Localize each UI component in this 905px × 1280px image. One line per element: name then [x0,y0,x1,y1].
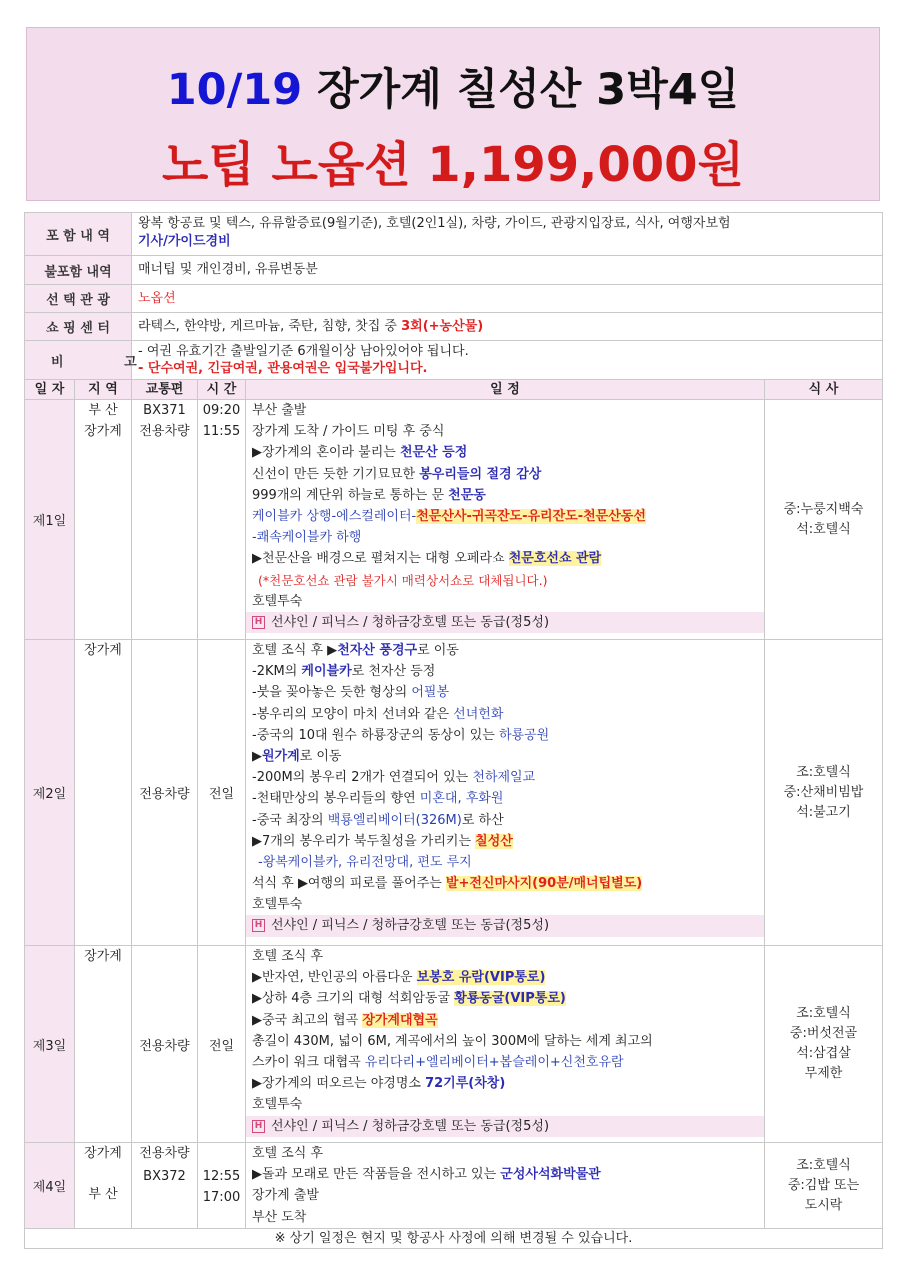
schedule-text: ▶장가계의 떠오르는 야경명소 [252,1076,426,1092]
schedule-line [252,831,764,852]
schedule-highlight: 황룡동굴(VIP통로) [454,991,566,1007]
time: 11:55 [202,424,241,439]
itinerary-table [24,212,883,1249]
schedule-line: 장가계 도착 / 가이드 미팅 후 중식 [252,424,445,440]
schedule-line [252,640,764,661]
schedule-text: 로 천자산 등정 [351,664,436,680]
schedule-highlight: 칠성산 [475,833,513,849]
note-value [132,341,883,380]
header-time: 시 간 [198,380,246,400]
schedule-text: 로 이동 [299,748,342,764]
day-label: 제3일 [25,946,75,1143]
schedule-text: -200M의 봉우리 2개가 연결되어 있는 [252,770,473,786]
schedule-cell [246,400,765,640]
schedule-line [252,967,764,988]
schedule-text: 신선이 만든 듯한 기기묘묘한 [252,466,420,482]
day-row-1 [25,400,883,640]
schedule-highlight: 천문산 등정 [399,445,468,461]
note-text-1: - 여권 유효기간 출발일기준 6개월이상 남아있어야 됩니다. [138,344,469,359]
note-label: 비 고 [25,341,132,380]
included-label: 포 함 내 역 [25,213,132,256]
schedule-highlight: 72기루(차창) [425,1076,506,1092]
transport-cell [132,400,198,640]
schedule-text: ▶천문산을 배경으로 펼쳐지는 대형 오페라쇼 [252,551,509,567]
schedule-highlight: 원가계 [262,748,300,764]
info-row-optional [25,285,883,313]
schedule-text: ▶중국 최고의 협곡 [252,1012,363,1028]
page-subtitle: 노팁 노옵션 1,199,000원 [162,137,744,193]
optional-label: 선 택 관 광 [25,285,132,313]
place: 장가계 [84,949,122,964]
meal: 석:불고기 [796,804,851,820]
schedule-line: 호텔 조식 후 [252,949,324,964]
day-label: 제2일 [25,640,75,946]
schedule-line [252,682,764,703]
hotel-line [246,915,764,936]
shopping-label: 쇼 핑 센 터 [25,313,132,341]
schedule-highlight: 천문산사-귀곡잔도-유리잔도-천문산동선 [416,508,646,524]
schedule-highlight: 군성사석화박물관 [500,1167,601,1183]
schedule-highlight: 발+전신마사지(90분/매너팁별도) [445,876,643,892]
schedule-highlight: 케이블카 [301,664,352,680]
meal-cell [765,640,883,946]
meal: 중:김밥 또는 [787,1177,860,1193]
hotel-text: 선샤인 / 피닉스 / 청하금강호텔 또는 동급(정5성) [271,1118,550,1134]
shopping-value [132,313,883,341]
schedule-line [252,810,764,831]
day-row-2 [25,640,883,946]
schedule-line: 장가계 출발 [252,1188,319,1204]
info-row-note [25,341,883,380]
day-label: 제1일 [25,400,75,640]
included-text-2: 기사/가이드경비 [138,234,231,249]
schedule-highlight: 미혼대, 후화원 [419,791,504,807]
schedule-highlight: 천문호선쇼 관람 [508,551,602,567]
place-cell [75,1143,132,1229]
schedule-line [252,704,764,725]
day-label: 제4일 [25,1143,75,1229]
schedule-line: -왕복케이블카, 유리전망대, 편도 루지 [258,854,472,870]
schedule-line [252,548,764,569]
schedule-highlight: 선녀헌화 [453,706,504,722]
schedule-text: 999개의 계단위 하늘로 통하는 문 [252,487,449,503]
place-cell [75,400,132,640]
hotel-h-icon: H [252,1120,265,1133]
schedule-line [252,788,764,809]
schedule-text: ▶돌과 모래로 만든 작품들을 전시하고 있는 [252,1167,501,1183]
page-title [27,64,879,116]
day-row-3 [25,946,883,1143]
schedule-line [252,988,764,1009]
schedule-line [252,767,764,788]
time-cell: 전일 [198,946,246,1143]
meal: 중:산채비빔밥 [783,784,864,800]
meal: 중:누룽지백숙 [783,501,864,517]
transport: BX372 [143,1169,186,1184]
schedule-line: (*천문호선쇼 관람 불가시 매력상서쇼로 대체됩니다.) [258,572,548,588]
schedule-highlight: 천자산 풍경구 [337,643,418,658]
schedule-highlight: 어필봉 [411,685,450,701]
optional-value: 노옵션 [132,285,883,313]
hotel-line [246,1116,764,1137]
header-place: 지 역 [75,380,132,400]
schedule-text: 스카이 워크 대협곡 [252,1054,365,1070]
schedule-text: -천태만상의 봉우리들의 향연 [252,791,420,807]
schedule-highlight: 보봉호 유람(VIP통로) [416,970,546,986]
meal-cell [765,400,883,640]
meal: 석:삼겹살 [796,1046,851,1061]
meal: 도시락 [804,1197,843,1213]
header-day: 일 자 [25,380,75,400]
excluded-value: 매너팁 및 개인경비, 유류변동분 [132,256,883,285]
schedule-line [252,1164,764,1185]
schedule-highlight: 장가계대협곡 [362,1012,438,1028]
schedule-highlight: 봉우리들의 절경 감상 [419,466,542,482]
transport: 전용차량 [139,1146,190,1161]
schedule-highlight: 하룡공원 [498,727,550,743]
hotel-line [246,612,764,633]
schedule-text: -봉우리의 모양이 마치 선녀와 같은 [252,706,454,722]
meal: 무제한 [804,1066,843,1081]
place: 부 산 [88,1187,118,1202]
header-transport: 교통편 [132,380,198,400]
time: 09:20 [202,403,241,418]
hotel-h-icon: H [252,919,265,932]
schedule-line: 호텔 조식 후 [252,1146,324,1161]
header-schedule: 일 정 [246,380,765,400]
schedule-text: 석식 후 ▶여행의 피로를 풀어주는 [252,876,446,892]
schedule-text: ▶장가계의 혼이라 불리는 [252,445,400,461]
footer-note: ※ 상기 일정은 현지 및 항공사 사정에 의해 변경될 수 있습니다. [25,1229,883,1249]
schedule-line [252,725,764,746]
time-cell [198,1143,246,1229]
shopping-text: 라텍스, 한약방, 게르마늄, 죽탄, 침향, 찻집 중 [138,318,397,334]
schedule-line [252,506,764,527]
title-banner [26,27,880,201]
schedule-text: -2KM의 [252,664,302,680]
schedule-text: -중국 최장의 [252,812,328,828]
schedule-line [252,464,764,485]
schedule-line: 호텔투숙 [252,897,303,913]
hotel-h-icon: H [252,616,265,629]
schedule-highlight: 유리다리+엘리베이터+봅슬레이+신천호유람 [364,1054,624,1070]
schedule-highlight: 천문동 [448,487,486,503]
place: 장가계 [84,424,122,439]
schedule-text: 로 이동 [417,643,459,658]
table-header [25,380,883,400]
schedule-line: 총길이 430M, 넓이 6M, 계곡에서의 높이 300M에 달하는 세계 최고의 [252,1033,653,1049]
meal: 석:호텔식 [796,521,851,537]
schedule-text: ▶7개의 봉우리가 북두칠성을 가리키는 [252,833,476,849]
schedule-line [252,746,764,767]
schedule-cell [246,946,765,1143]
place: 장가계 [84,1146,122,1161]
title-rest: 장가계 칠성산 3박4일 [317,65,740,115]
meal: 조:호텔식 [796,1006,851,1021]
schedule-line [252,661,764,682]
included-text: 왕복 항공료 및 텍스, 유류할증료(9월기준), 호텔(2인1실), 차량, 가이드, 관광지입장료, 식사, 여행자보험 [138,216,731,231]
schedule-line: 부산 도착 [252,1209,307,1225]
title-date: 10/19 [166,65,303,115]
schedule-highlight: 천하제일교 [472,770,536,786]
place: 장가계 [84,643,122,658]
excluded-label: 불포함 내역 [25,256,132,285]
meal: 조:호텔식 [796,764,851,780]
meal: 조:호텔식 [796,1157,851,1173]
hotel-text: 선샤인 / 피닉스 / 청하금강호텔 또는 동급(정5성) [271,918,550,934]
footer-row [25,1229,883,1249]
place: 부 산 [88,403,118,418]
schedule-text: ▶ [252,748,262,764]
schedule-line: 부산 출발 [252,403,307,418]
info-row-excluded [25,256,883,285]
place-cell [75,640,132,946]
schedule-line: 호텔투숙 [252,1097,303,1113]
schedule-line: 호텔투숙 [252,593,303,609]
transport: BX371 [143,403,186,418]
schedule-line [252,442,764,463]
place-cell [75,946,132,1143]
transport-cell [132,1143,198,1229]
info-row-shopping [25,313,883,341]
schedule-cell [246,1143,765,1229]
schedule-cell [246,640,765,946]
schedule-text: 케이블카 상행-에스컬레이터- [252,508,417,524]
time-cell [198,400,246,640]
included-value [132,213,883,256]
header-meal: 식 사 [765,380,883,400]
meal: 중:버섯전골 [789,1026,858,1041]
schedule-line [252,1010,764,1031]
schedule-text: 로 하산 [461,812,504,828]
schedule-text: 호텔 조식 후 ▶ [252,643,338,658]
transport-cell: 전용차량 [132,946,198,1143]
time: 12:55 [202,1169,241,1184]
info-row-included [25,213,883,256]
schedule-highlight: 백룡엘리베이터(326M) [327,812,462,828]
meal-cell [765,1143,883,1229]
note-text-2: - 단수여권, 긴급여권, 관용여권은 입국불가입니다. [138,361,428,376]
schedule-text: -붓을 꽂아놓은 듯한 형상의 [252,685,412,701]
schedule-line: -쾌속케이블카 하행 [252,530,362,546]
day-row-4 [25,1143,883,1229]
shopping-count: 3회(+농산물) [401,318,484,334]
time-cell: 전일 [198,640,246,946]
schedule-text: ▶반자연, 반인공의 아름다운 [252,970,417,986]
time: 17:00 [202,1190,241,1205]
meal-cell [765,946,883,1143]
schedule-text: ▶상하 4층 크기의 대형 석회암동굴 [252,991,455,1007]
transport-cell: 전용차량 [132,640,198,946]
schedule-line [252,1073,764,1094]
schedule-line [252,1052,764,1073]
transport: 전용차량 [139,424,190,439]
hotel-text: 선샤인 / 피닉스 / 청하금강호텔 또는 동급(정5성) [271,614,550,630]
schedule-line [252,873,764,894]
schedule-text: -중국의 10대 원수 하룡장군의 동상이 있는 [252,727,499,743]
schedule-line [252,485,764,506]
